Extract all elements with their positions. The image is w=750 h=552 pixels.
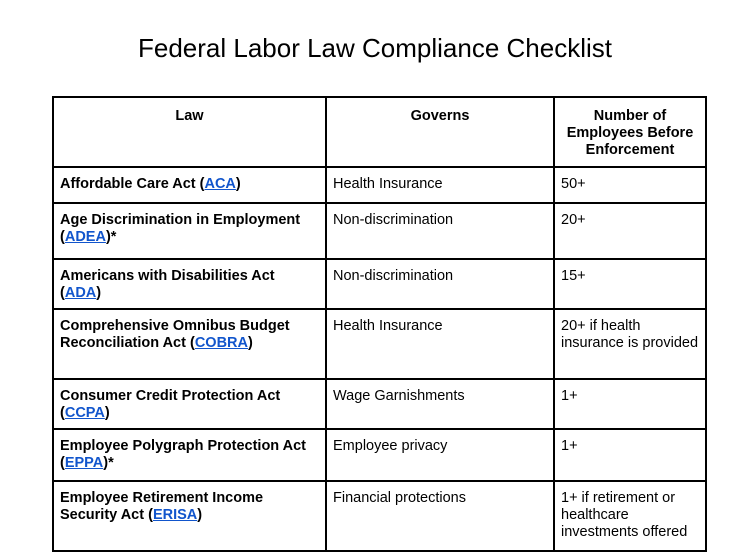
governs-cell: Health Insurance [326, 309, 554, 379]
governs-cell: Wage Garnishments [326, 379, 554, 429]
law-cell [53, 259, 326, 309]
law-cell [53, 481, 326, 551]
law-cell [53, 309, 326, 379]
law-abbr-link[interactable]: ERISA [152, 507, 198, 523]
law-cell [53, 429, 326, 481]
law-abbr-link[interactable]: ADA [64, 285, 97, 301]
governs-cell: Non-discrimination [326, 259, 554, 309]
compliance-table [52, 96, 707, 552]
table-header-row [53, 97, 706, 167]
law-name: Consumer Credit Protection Act ( [60, 388, 281, 421]
law-suffix: ) [197, 507, 203, 523]
table-row [53, 429, 706, 481]
law-abbr-link[interactable]: CCPA [64, 405, 105, 421]
employees-cell: 20+ [554, 203, 706, 259]
law-name: Employee Retirement Income Security Act ( [60, 490, 264, 523]
employees-cell: 1+ [554, 429, 706, 481]
governs-cell: Financial protections [326, 481, 554, 551]
governs-cell: Non-discrimination [326, 203, 554, 259]
header-employees: Number of Employees Before Enforcement [554, 97, 706, 167]
law-suffix: )* [103, 455, 114, 471]
table-row [53, 481, 706, 551]
law-suffix: ) [247, 335, 253, 351]
table-row [53, 309, 706, 379]
employees-cell: 15+ [554, 259, 706, 309]
table-row [53, 379, 706, 429]
governs-cell: Employee privacy [326, 429, 554, 481]
law-name: Employee Polygraph Protection Act ( [60, 438, 307, 471]
employees-cell: 1+ [554, 379, 706, 429]
page-title: Federal Labor Law Compliance Checklist [137, 33, 612, 63]
employees-cell: 20+ if health insurance is provided [554, 309, 706, 379]
table-row [53, 259, 706, 309]
header-governs: Governs [326, 97, 554, 167]
employees-cell: 50+ [554, 167, 706, 203]
header-law: Law [53, 97, 326, 167]
law-cell [53, 167, 326, 203]
table-row [53, 167, 706, 203]
law-name: Comprehensive Omnibus Budget Reconciliation Act ( [60, 318, 290, 351]
law-cell [53, 379, 326, 429]
law-name: Affordable Care Act ( [60, 176, 205, 192]
law-name: Age Discrimination in Employment ( [60, 212, 301, 245]
law-suffix: ) [104, 405, 110, 421]
law-abbr-link[interactable]: ACA [204, 176, 236, 192]
law-suffix: )* [105, 229, 117, 245]
employees-cell: 1+ if retirement or healthcare investments offered [554, 481, 706, 551]
law-name: Americans with Disabilities Act ( [60, 268, 275, 301]
law-suffix: ) [96, 285, 102, 301]
law-cell [53, 203, 326, 259]
law-suffix: ) [235, 176, 241, 192]
law-abbr-link[interactable]: EPPA [64, 455, 104, 471]
table-row [53, 203, 706, 259]
law-abbr-link[interactable]: COBRA [194, 335, 248, 351]
law-abbr-link[interactable]: ADEA [64, 229, 106, 245]
governs-cell: Health Insurance [326, 167, 554, 203]
